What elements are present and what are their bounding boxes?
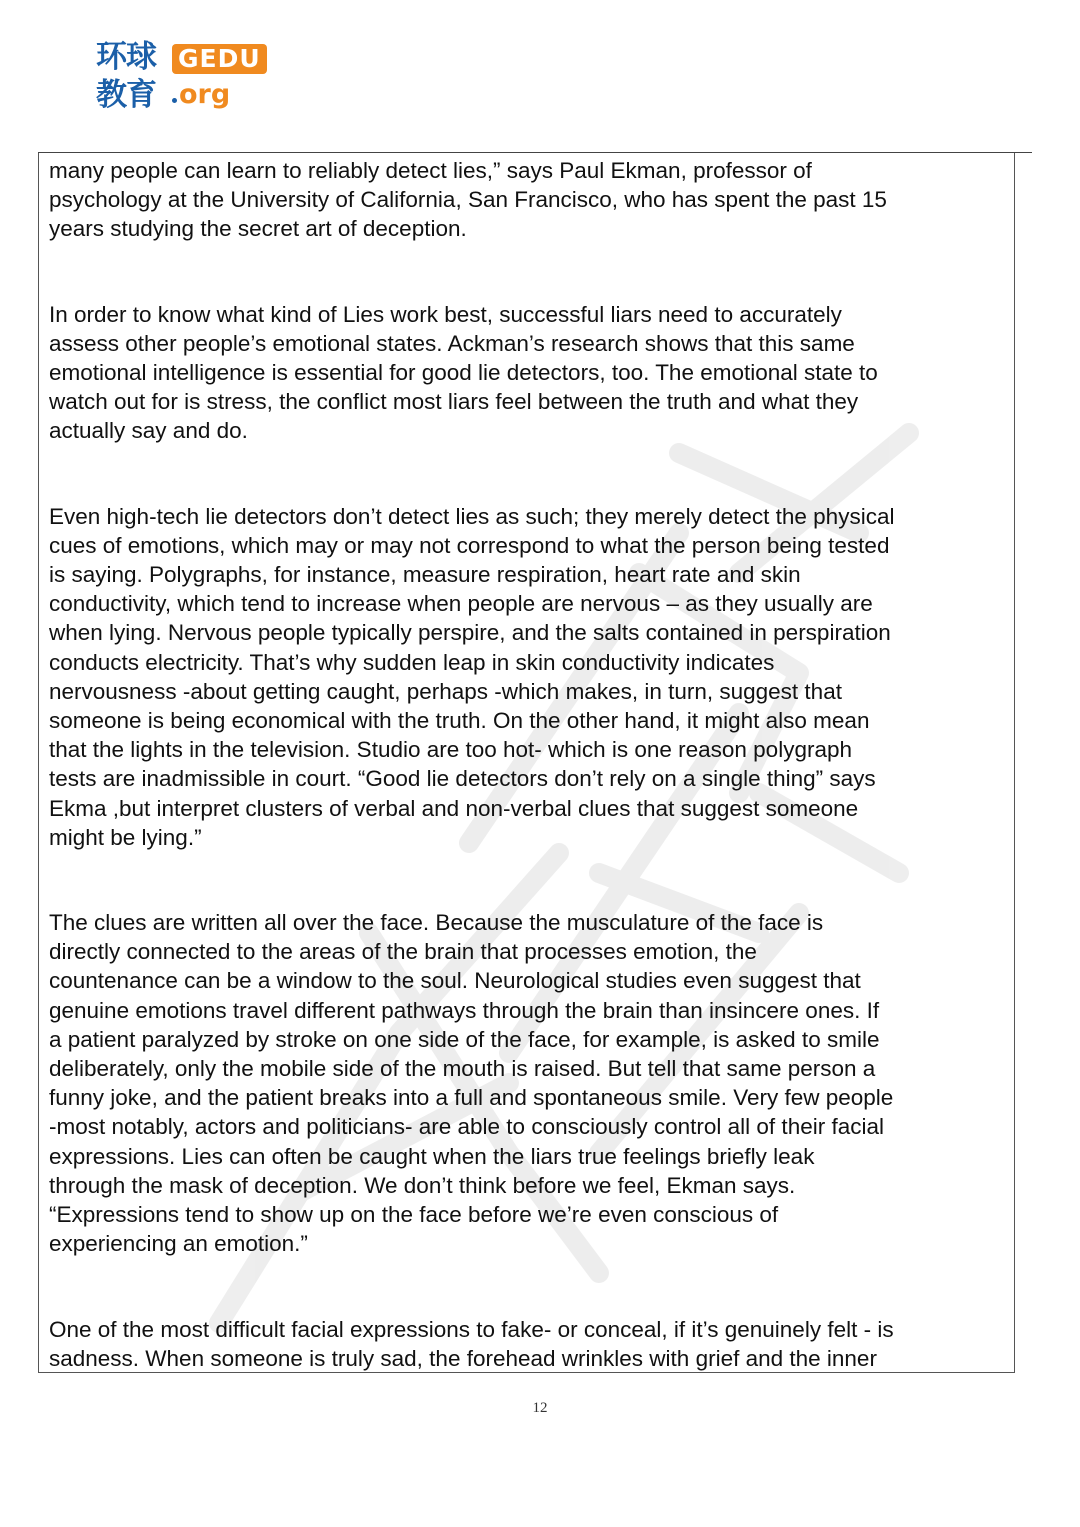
paragraph-1: many people can learn to reliably detect lies,” says Paul Ekman, professor of psychology at the University of California, San Francisco, who has spent the past 15 years studying the secret art of deception. <box>49 158 887 242</box>
logo-domain-text: org <box>179 79 231 110</box>
logo-chinese-line-2: 教育 <box>96 77 156 113</box>
logo-dot <box>172 98 177 103</box>
logo-domain <box>172 78 230 112</box>
paragraph-5: One of the most difficult facial expressions to fake- or conceal, if it’s genuinely felt - is sadness. When someone is truly sad, the forehead wrinkles with grief and the inner <box>49 1316 894 1371</box>
paragraph-4: The clues are written all over the face. Because the musculature of the face is directly connected to the areas of the brain that processes emotion, the countenance can be a window to the soul. Neurological studies even suggest that genuine emotions travel different pathways through the brain than insincere ones. If a patient paralyzed by stroke on one side of the face, for example, is asked to smile deliberately, only the mobile side of the mouth is raised. But tell that same person a funny joke, and the patient breaks into a full and spontaneous smile. Very few people -most notably, actors and politicians- are able to consciously control all of their facial expressions. Lies can often be caught when the liars true feelings briefly leak through the mask of deception. We don’t think before we feel, Ekman says. “Expressions tend to show up on the face before we’re even conscious of experiencing an emotion.” <box>49 910 894 1257</box>
paragraph-3: Even high-tech lie detectors don’t detect lies as such; they merely detect the physical cues of emotions, which may or may not correspond to what the person being tested is saying. Polygraphs, for instance, measure respiration, heart rate and skin conductivity, which tend to increase when people are nervous – as they usually are when lying. Nervous people typically perspire, and the salts contained in perspiration conducts electricity. That’s why sudden leap in skin conductivity indicates nervousness -about getting caught, perhaps -which makes, in turn, suggest that someone is being economical with the truth. On the other hand, it might also mean that the lights in the television. Studio are too hot- which is one reason polygraph tests are inadmissible in court. “Good lie detectors don’t rely on a single thing” says Ekma ,but interpret clusters of verbal and non-verbal clues that suggest someone might be lying.” <box>49 503 895 850</box>
paragraph-2: In order to know what kind of Lies work best, successful liars need to accurately assess other people’s emotional states. Ackman’s research shows that this same emotional intelligence is essential for good lie detectors, too. The emotional state to watch out for is stress, the conflict most liars feel between the truth and what they actually say and do. <box>49 301 878 444</box>
logo-gedu-badge: GEDU <box>172 44 267 74</box>
article-body <box>49 156 1007 1373</box>
page-number: 12 <box>532 1400 548 1416</box>
gedu-logo <box>96 40 276 112</box>
logo-chinese-line-1: 环球 <box>96 39 156 75</box>
text-frame <box>38 153 1015 1373</box>
